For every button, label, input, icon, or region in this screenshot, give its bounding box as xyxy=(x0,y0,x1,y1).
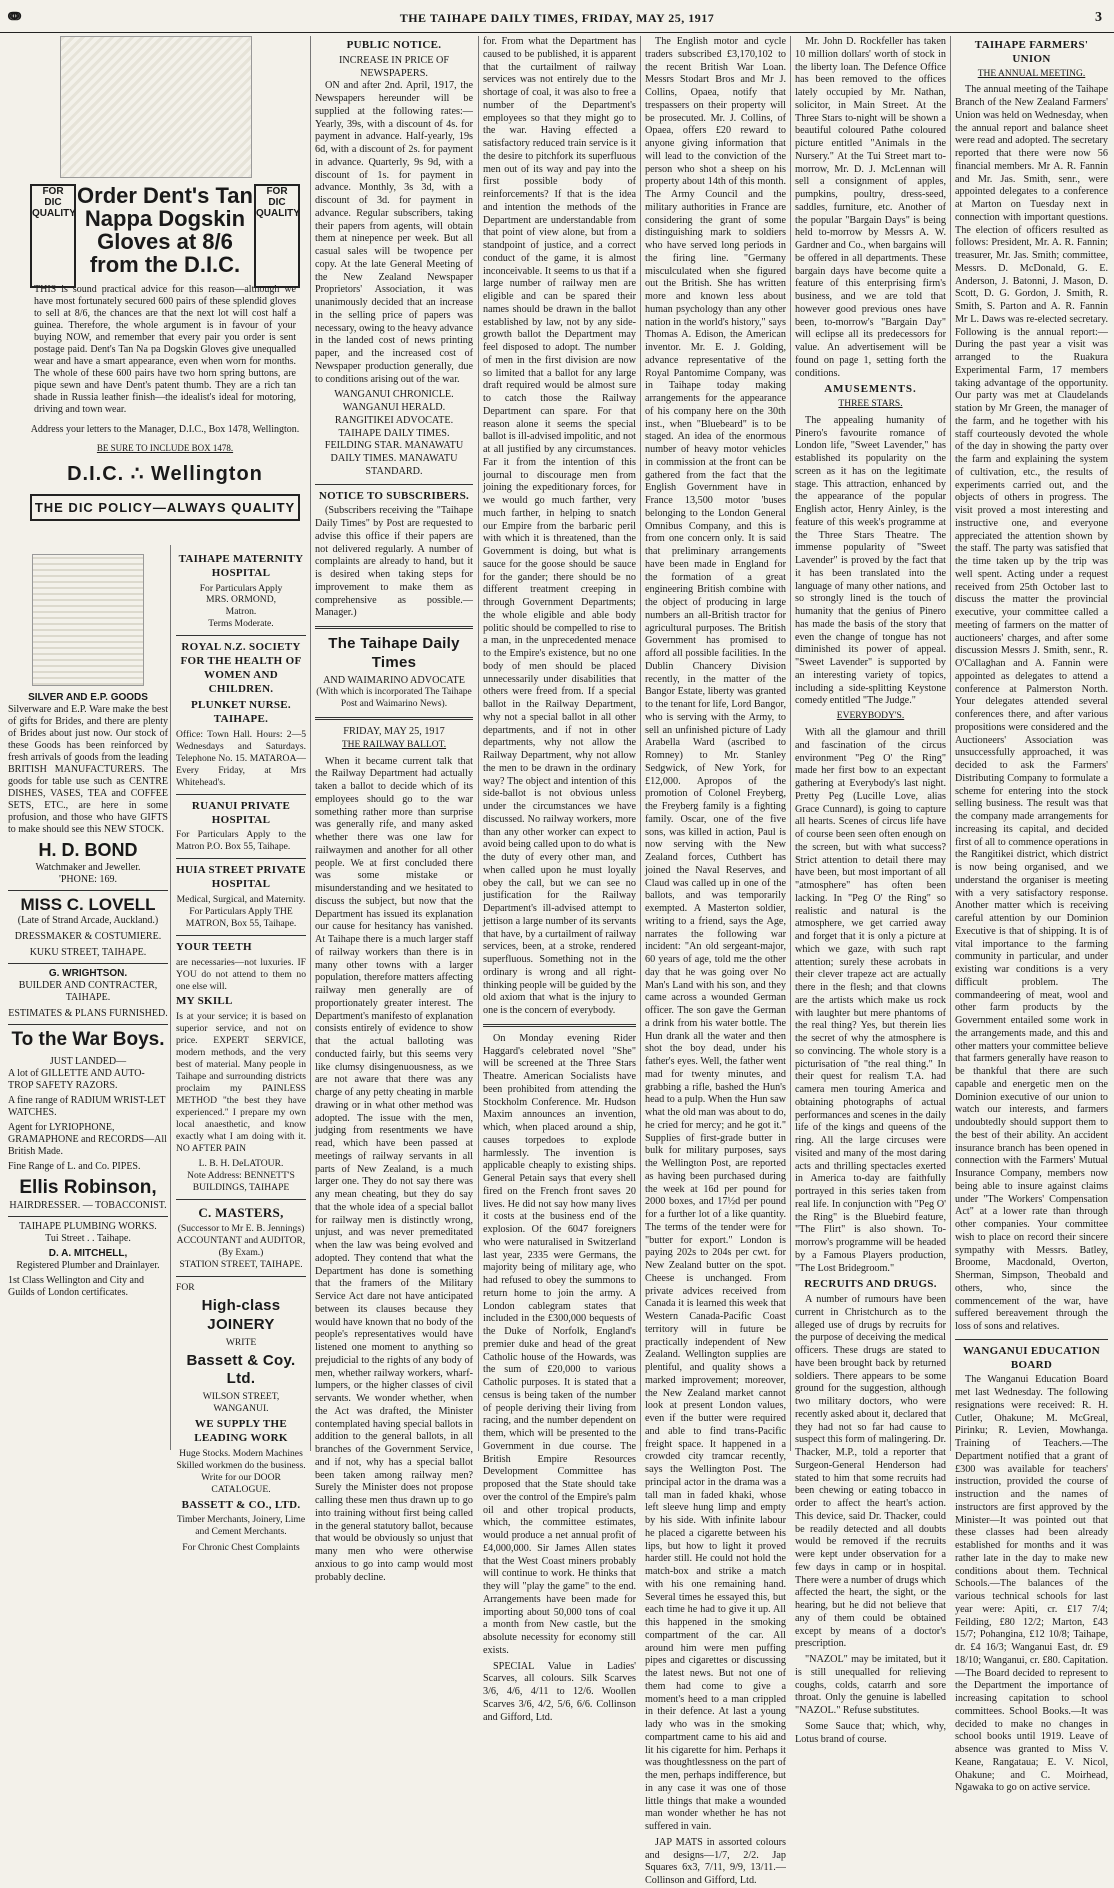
column-5 xyxy=(645,36,786,1886)
editorial-date: FRIDAY, MAY 25, 1917 xyxy=(343,726,445,737)
teeth-body: are necessaries—not luxuries. IF YOU do not attend to them no one else will. xyxy=(176,956,306,992)
ruanui-head: RUANUI PRIVATE HOSPITAL xyxy=(191,799,291,826)
page-number: 3 xyxy=(1095,10,1102,25)
masters-exam: (By Exam.) xyxy=(218,1247,264,1259)
joinery-firm-2: Timber Merchants, Joinery, Lime and Cement Merchants. xyxy=(176,1514,306,1538)
notice-head: PUBLIC NOTICE. xyxy=(346,39,442,51)
special-value-advert: SPECIAL Value in Ladies' Scarves, all colours. Silk Scarves 3/6, 4/6, 4/11 to 12/6. Woollen Scarves 3/6, 4/2, 5/6, 6/6. Collinson and Gifford, Ltd. xyxy=(483,1660,636,1723)
bond-name: H. D. BOND xyxy=(38,840,138,860)
farmers-union-head: TAIHAPE FARMERS' UNION xyxy=(974,39,1089,65)
dic-include-box: BE SURE TO INCLUDE BOX 1478. xyxy=(96,443,234,454)
masthead-title: THE TAIHAPE DAILY TIMES, FRIDAY, MAY 25, 1917 xyxy=(399,11,715,25)
column-rule xyxy=(640,36,641,1451)
dic-gloves-advert xyxy=(30,34,300,541)
education-board-body: The Wanganui Education Board met last Wednesday. The following resignations were received: R. H. Cutler, Ohakune; M. McGreal, Pirinku; R. Levien, Mowhanga. Training of Teachers.—The Department notified that a grant of £300 was available for teachers' instruction, provided the course of instruction and the names of instructors are first approved by the Minister—It was pointed out that these classes had been already established for months and it was rather late in the day to make new conditions about them. Technical Schools.—The balances of the various technical schools for last year were: Apiti, cr. £17 7/4; Feilding, £80 12/2; Marton, £43 15/7; Pohangina, £12 10/8; Taihape, dr. £4 16/3; Wanganui East, dr. £9 18/10; Wanganui, cr. £80. Capitation.—The Board decided to represent to the Department the importance of increasing capitation to school committees. School Books.—It was decided to make no changes in school books until 1919. Leave of absence was granted to Miss V. Keane, Rangataua; E. V. Nicol, Ohakune; and C. Moirhead, Ngawaka to go on active service. xyxy=(955,1374,1108,1794)
maternity-head: TAIHAPE MATERNITY HOSPITAL xyxy=(178,553,304,579)
huia-head: HUIA STREET PRIVATE HOSPITAL xyxy=(176,864,306,891)
illustration-lady-with-gloves xyxy=(60,36,252,178)
column-rule xyxy=(170,545,171,1450)
recruits-head: RECRUITS AND DRUGS. xyxy=(804,1278,937,1291)
joinery-supply: WE SUPPLY THE LEADING WORK xyxy=(194,1418,288,1444)
dic-signature: D.I.C. ∴ Wellington xyxy=(67,463,263,486)
wrightson-trade: BUILDER AND CONTRACTER, TAIHAPE. xyxy=(18,979,158,1003)
ruanui-body: For Particulars Apply to the Matron P.O. Box 55, Taihape. xyxy=(176,829,306,853)
three-stars-head: THREE STARS. xyxy=(838,399,903,409)
notice-sub: INCREASE IN PRICE OF NEWSPAPERS. xyxy=(338,54,450,79)
farmers-union-sub: THE ANNUAL MEETING. xyxy=(977,68,1086,79)
joinery-body: Huge Stocks. Modern Machines Skilled workmen do the business. Write for our DOOR CATALOGUE. xyxy=(176,1447,306,1495)
masters-sub: (Successor to Mr E. B. Jennings) xyxy=(177,1223,305,1235)
subscribers-head: NOTICE TO SUBSCRIBERS. xyxy=(318,489,470,502)
bond-role: Watchmaker and Jeweller. xyxy=(35,861,141,873)
wrightson-name: G. WRIGHTSON. xyxy=(48,967,128,979)
wrightson-estimates: ESTIMATES & PLANS FURNISHED. xyxy=(8,1007,168,1019)
news-briefs: On Monday evening Rider Haggard's celebrated novel "She" will be screened at the Three Stars Theatre. American Socialists have been prohibited from attending the Stockholm Conference. Mr. Hudson Maxim announces an invention, which, when placed around a ship, causes torpedoes to explode harmlessly. The invention is applicable cheaply to existing ships. General Petain says that every shell fired on the French front saves 20 lives. He did not say how many lives it costs at the business end of the explosion. Of the 6047 foreigners who were naturalised in Switzerland last year, 2335 were Germans, the majority being of military age, who had refused to obey the summons to return home to join the army. A London cablegram states that included in the £300,000 bequests of the Duke of Norfolk, England's premier duke and head of the great Catholic house of the Howards, was the sum of £20,000 to various Catholic purposes. It is stated that a census is being taken of the number of people deriving their living from racing, and the number dependent on them, which will be presented to the Government in due course. The British Empire Resources Development Committee has proposed that the State should take over the control of the Empire's palm oil and other tropical products, which, the committee estimates, would produce a net annual profit of £4,000,000. Sir James Allen states that the West Coast miners probably will continue to work. He thinks that they will "play the game" to the end. Arrangements have been made for importing about 50,000 tons of coal a month from New castle, but the absolute necessity for economy still exists. xyxy=(483,1032,636,1656)
bond-head: SILVER AND E.P. GOODS xyxy=(28,692,148,703)
column-6 xyxy=(795,36,946,1745)
plunket-head: ROYAL N.Z. SOCIETY FOR THE HEALTH OF WOMEN AND CHILDREN. xyxy=(180,641,302,695)
column-rule xyxy=(478,36,479,1451)
local-briefs: Mr. John D. Rockfeller has taken 10 million dollars' worth of stock in the liberty loan. The Defence Office has been removed to the offices lately occupied by Mr. Nathan, solicitor, in Main Street. At the Three Stars to-night will be shown a beautiful coloured Pathe coloured picture entitled "Animals in the Nursery." At the Tui Street mart to-morrow, Mr. D. J. McLennan will sell a consignment of apples, pumpkins, poultry, dress-seed, saddles, furniture, etc. Another of the popular "Bargain Days" is being held to-morrow by Messrs A. W. Gardner and Co., when bargains will be offered in all departments. These bargain days have become quite a feature of this enterprising firm's business, and we are told that however good previous ones have been, to-morrow's "Bargain Day" will eclipse all its predecessors for value. An advertisement will be found on page 1, setting forth the conditions. xyxy=(795,36,946,379)
recruits-body: A number of rumours have been current in Christchurch as to the alleged use of drugs by recruits for the purpose of deceiving the medical officers. These drugs are stated to have been brought back by returned soldiers. There appears to be some ground for the suggestion, although two military doctors, who were recently asked about it, declared that they had not so far had cause to suspect this form of malingering. Dr. Thacker, M.P., told a reporter that Surgeon-General Henderson had stated to him that some recruits had been chewing or eating tobacco in order to affect the heart's action. This device, said Dr. Thacker, could be readily detected and all doubts would be removed if the recruits were kept under observation for a few days in camp or in hospital. There were a number of drugs which affected the heart, the sight, or the hearing, but he did not believe that any of them could be obtained except by means of a doctor's prescription. xyxy=(795,1294,946,1650)
notice-body: ON and after 2nd. April, 1917, the Newspapers hereunder will be supplied at the following rates:— Yearly, 39s, with a discount of 4s. for payment in advance. Half-yearly, 19s 6d, with a discount of 2s. for payment in advance. Quarterly, 9s 9d, with a discount of 1s. for payment in advance. Monthly, 3s 3d, with a discount of 3d. for payment in advance. Regular subscribers, taking their papers from agents, will obtain them at ninepence per week. But all casual sales will be twopence per copy. At the late General Meeting of the New Zealand Newspaper Proprietors' Association, it was unanimously decided that an increase in the selling price of papers was necessary, owing to the heavy advance in the landed cost of news printing paper, and the increased cost of Newspaper production generally, due to conditions arising out of the war. xyxy=(315,80,473,385)
bond-phone: 'PHONE: 169. xyxy=(59,873,117,885)
joinery-for: FOR xyxy=(176,1282,195,1294)
farmers-union-body: The annual meeting of the Taihape Branch of the New Zealand Farmers' Union was held on Wednesday, when the annual report and balance sheet were read and adopted. The secretary reported that there were now 56 financial members. Mr A. R. Fannin and Mr. Jas. Smith, senr., were appointed delegates to a conference at Marton on Tuesday next in connection with important questions. The election of officers resulted as follows: President, Mr. A. R. Fannin; treasurer, Mr. Jas. Smith; committee, Messrs. D. McDonald, G. E. Anderson, J. Batonni, J. Mason, D. Scott, D. G. Gordon, J. Smith, R. Smith, S. Parton and A. R. Fannin Mr L. Daws was re-elected secretary. Following is the annual report:— During the past year a visit was arranged to the Ruakura Experimental Farm, 17 members taking advantage of the opportunity. Our party was met at Claudelands station by Mr Green, the manager of the farm, and he together with his staff courteously devoted the whole of the day in showing the party over the farm and explaining the system of cultivation, etc., the results of experiments carried out, and the objects of others in progress. The visit proved a most interesting and instructive one, and everyone appreciated the attention shown by the staff. The party was satisfied that the time taken up by the trip was well spent. Acting under a request received from 25th October last to discuss the matter the provincial executive, your committee called a meeting of farmers on the matter of auctioneers' charges, and after some discussion Messrs J. Smith, senr., R. O'Callaghan and A. Fannin were appointed as delegates to attend a conference at Palmerston North. Your delegates attended several conferences there, and after various propositions were considered and the Auctioneers' Association was unsuccessfully approached, it was decided to ask the Farmers' Distributing Company to formulate a scheme for entering into the stock selling business. The result was that the company made arrangements for increasing its capital, and decided first of all to commence operations in the Rangitikei district, which district is now being organised, and we understand the organiser is meeting with a very satisfactory response. Another matter which is receiving careful attention by our Dominion Executive is that of shipping. It is of vital importance to the farming community in particular, and under existing war conditions is a very difficult problem. The commandeering of meat, wool and other farm products by the Government entailed some work in the arrangements made, and this and other matters your committee believe that farmers generally have reason to be thankful that there are such capable and energetic men on the Dominion executive of our union to watch our interests, and farmers undoubtedly should support them to the best of their ability. An accident insurance branch has been opened in connection with the Farmers' Mutual Insurance Company, members now being able to insure against claims under "The Workers' Compensation Act" at a lower rate than through other companies. Your committee wish to place on record their sincere sympathy with Messrs. Batley, Broome, Macdonald, Overton, Sherman, Simpson, Theobald and others, who, since the commencement of the war, have suffered bereavement through the loss of sons and relatives. xyxy=(955,84,1108,1333)
warboys-line-2: A fine range of RADIUM WRIST-LET WATCHES. xyxy=(8,1094,166,1118)
everybodys-body: With all the glamour and thrill and fascination of the circus environment "Peg O' the Ring" made her first bow to an expectant gathering at Everybody's last night. Pretty Peg (Lucille Love, alias Grace Cunnard), is going to capture all hearts. Scenes of circus life have of course been seen often enough on the screen, but with what success? Strict attention to detail there may have been, but most important of all "atmosphere" has often been lacking. In "Peg O' the Ring" so realistic and natural is the atmosphere, we get carried away and forget that it is only a picture at which we gaze, with such rapt attention; surely these acrobats in their clever trapeze act are actually there in the flesh; and that clowns are the artists which make us rock with laughter but mere phantoms of the real thing? Yes, but therein lies the secret of why the atmosphere is so convincing. The whole story is a picturisation of "the real thing." In their quest for realism T.A. had camera men touring America and obtaining photographs of actual performances and scenes in the daily life of the kings and queens of the ring. All the large circuses were visited and many of the most daring acts and thrilling spectacles exerted in America to-day are faithfully portrayed in this series taken from real life. In conjunction with "Peg O' the Ring" is the Bluebird feature, "The Flirt" is also shown. To-morrow's programme will be headed by a Famous Players production, "The Lost Bridegroom." xyxy=(795,727,946,1274)
plunket-body: Office: Town Hall. Hours: 2—5 Wednesdays and Saturdays. Telephone No. 15. MATAROA—Every Friday, at Mrs Whitehead's. xyxy=(176,728,306,788)
lovell-address: KUKU STREET, TAIHAPE. xyxy=(29,946,147,958)
papers-list: WANGANUI CHRONICLE. WANGANUI HERALD. RANGITIKEI ADVOCATE. TAIHAPE DAILY TIMES. FEILDING STAR. MANAWATU DAILY TIMES. MANAWATU STANDARD. xyxy=(324,389,464,477)
amusements-head: AMUSEMENTS. xyxy=(824,383,917,396)
skill-name: L. B. H. DeLATOUR. xyxy=(198,1158,284,1170)
bond-body: Silverware and E.P. Ware make the best of gifts for Brides, and there are plenty of Brides about just now. Our stock of these Goods has been reinforced by fresh arrivals of goods from the leading BRITISH MANUFACTURERS. The goods for table use such as CENTRE DISHES, VASES, TEA and COFFEE SETS, ETC., are here in some profusion, and those who have GIFTS to make should see this NEW STOCK. xyxy=(8,704,168,835)
joinery-name: Bassett & Coy. Ltd. xyxy=(186,1351,296,1388)
glove-badge-right-icon: FOR DIC QUALITY xyxy=(254,184,300,288)
column-rule xyxy=(310,36,311,1451)
three-stars-body: The appealing humanity of Pinero's favourite romance of London life, "Sweet Lavender," has established its popularity on the screen as it has on the legitimate stage. This attraction, enhanced by the appearance of the popular English actor, Henry Ainley, is the feature of this week's programme at the Three Stars Theatre. The immense popularity of "Sweet Lavender" is proved by the fact that it has been translated into the language of many other nations, and so strongly lined is the touch of humanity that the genius of Pinero has made the basis of the story that even the change of tongue has not diminished its power of appeal. "Sweet Lavender" is supported by an interesting variety of topics, including a side-splitting Keystone comedy entitled "The Judge." xyxy=(795,414,946,707)
joinery-write: WRITE xyxy=(225,1336,257,1348)
everybodys-head: EVERYBODY'S. xyxy=(836,711,905,722)
skill-address: Note Address: BENNETT'S BUILDINGS, TAIHAPE xyxy=(187,1170,295,1194)
teeth-head: YOUR TEETH xyxy=(176,940,252,953)
warboys-head: To the War Boys. xyxy=(11,1028,165,1050)
dic-quality-band: THE DIC POLICY—ALWAYS QUALITY xyxy=(30,494,300,521)
urn-illustration xyxy=(32,554,144,686)
warboys-line-4: Fine Range of L. and Co. PIPES. xyxy=(8,1160,141,1172)
column-rule xyxy=(790,36,791,1451)
paper-note: (With which is incorporated The Taihape Post and Waimarino News). xyxy=(316,687,472,710)
plumbing-name: D. A. MITCHELL, xyxy=(48,1247,128,1259)
news-briefs-2: The English motor and cycle traders subscribed £3,170,102 to the recent British War Loan. Messrs Stodart Bros and Mr J. Collins, Opaea, notify that trespassers on their property will be prosecuted. Mr. J. Collins, of Opaea, offers £20 reward to anyone giving information that will lead to the conviction of the person who shot a sheep on his property about 14th of this month. The Army Council and the military authorities in France are considering the grant of some distinguishing mark to soldiers who have served long periods in the firing line. "Germany misculculated when she figured out the British. She has written more and known less about human psychology than any other nation in the world's history," says Thomas A. Edison, the American inventor. Mr. E. J. Golding, advance representative of the Royal Pantomime Company, was in Taihape today making arrangements for the appearance of his company here on the 30th inst., when "Bluebeard" is to be staged. An idea of the enormous number of heavy motor vehicles in commission at the front can be gathered from the fact that the English Government have in France 13,500 motor 'buses belonging to the London General Omnibus Company, and this is from one concern only. It is said that preliminary arrangements have been made in England for the formation of a great engineering British combine with the object of producing in large numbers an all-British tractor for agricultural purposes. The British Government has promised to afford all possible facilities. In the Dublin Chancery Division recently, in the matter of the Bangor Estate, liberty was granted to the tenant for life, Lord Bangor, who is serving with the Army, to sell an unfinished picture of Lady Arabella Ward (ascribed to Romney) to Mr. Stanley Sedgwick, of New York, for £12,000. Apropos of the promotion of Colonel Freyberg, the Freyberg family is a fighting family. Oscar, one of the five sons, was killed in action, Paul is now serving with the New Zealand forces, Cuthbert has joined the Naval Reserves, and Claud was called up in one of the ballots, and was temporarily exempted. A Masterton soldier, writing to a friend, says the Age, narrates the following war incident: "An old sergeant-major, 60 years of age, told me the other day that he was going over No Man's Land with his son, and they came across a wounded German officer. The son gave the German a drink from his water bottle. The Hun drank all the water and then shot the boy dead, under his father's eyes. Well, the father went mad for twenty minutes, and grabbing a rifle, bashed the Hun's head to a pulp. When the Hun saw what the old man was about to do, he cried for mercy; and he got it." Supplies of first-grade butter in bulk for military purposes, says the Wellington Post, are reported as having been purchased during the week at 16d per pound for 2000 boxes, and 17½d per pound for a further lot of a like quantity. The terms of the tender were for "butter for export." London is paying 202s to 204s per cwt. for New Zealand butter on the spot. Cheese is unchanged. From private advices received from Canada it is learned this week that Western Canada-Pacific Coast territory will in future be practically independent of New Zealand. Wellington supplies are plentiful, and quality shows a marked improvement; moreover, the New Zealand market cannot look at present London values, even if the butter were required and able to find trans-Pacific freight space. It happened in a crowded city tramcar recently, says the Wellington Post. The principal actor in the drama was a tall man in faded khaki, whose left sleeve hung limp and empty by his side. With infinite labour he placed a cigarette between his lips, but how to light it proved harder still. He could not hold the match-box and strike a match with his one remaining hand. Several times he essayed this, but each time he had to give it up. All this happened in the smoking compartment of the car. All around him were men puffing pipes and cigarettes or discussing the latest news. But not one of them had come to give a moment's heed to a man crippled in their defence. At last a young lady who was in the smoking compartment came to his aid and lit his cigarette for him. Perhaps it was thoughtlessness on the part of the men, perhaps indifference, but in any case it was one of those little things that make a wounded man wonder whether he has not suffered in vain. xyxy=(645,36,786,1832)
maternity-line: MRS. ORMOND, xyxy=(205,594,277,606)
maternity-line: For Particulars Apply xyxy=(199,582,283,594)
sauce-advert: Some Sauce that; which, why, Lotus brand of course. xyxy=(795,1720,946,1745)
joinery-bottom: For Chronic Chest Complaints xyxy=(182,1542,300,1554)
maternity-line: Terms Moderate. xyxy=(208,618,274,630)
plumbing-head: TAIHAPE PLUMBING WORKS. xyxy=(19,1220,157,1232)
masters-address: STATION STREET, TAIHAPE. xyxy=(179,1259,303,1271)
plumbing-role: Registered Plumber and Drainlayer. xyxy=(16,1259,160,1271)
skill-head: MY SKILL xyxy=(176,995,233,1008)
ballot-continued: for. From what the Department has caused to be published, it is apparent that the curtailment of railway services was not entirely due to the shortage of coal, it was also to free a number of the Department's employees so that they might go to the war. Having effected a satisfactory reduced train service is it the desire to pitchfork its superfluous men out of its way and pay into the first possible body of reinforcements? If that is the idea and intention the methods of the Department are understandable from that point of view alone, but from a standpoint of justice, and a correct conduct of the game, it is almost inconceivable. It seems to us that if a large number of railway men are eligible and can be spared their names should be drawn in the ballot established by law, not by any side-growth ballot the Department may feel disposed to adopt. The number of men in the first division are now so limited that a ballot for any large draft required would be almost sure to catch those the Railway Department can spare. For that reason alone it seems the special ballot is ill-advised impolitic, and not at all justified by any circumstances. Far it from the intention of this journal to discourage men from joining the expeditionary forces, for we would go much farther, very much farther, in helping to snatch our Empire from the barbaric peril with which it is threatened, than the Government is doing, but what is sauce for the goose should be sauce for the gander; there should be no different treatment creeping in through Government Departments; the whole eligible and able body politic should be compelled to rise to a man, in the unprecedented menace to the Empire's existence, but no one body of men should be placed unnecessarily under disabilities that others were freed from. If a special ballot in the Railway Department, why not a special ballot in all other departments, and if not in other departments, why not allow the Railway Department, why not allow the men to be drawn in the ordinary way? The object and intention of this side-ballot is not obvious unless under the circumstances we have discussed. No railway workers, more than any other worker can expect to avoid being called upon to do what is the duty of every other man, and when called upon he must loyally obey the call, but we can see no justification for the Railway Department's ill-advised attempt to jettison a large number of its servants that have, by a curtailment of railway services, been, at a stroke, rendered superfluous. Something not in the ordinary is wrong and all right-thinking people will be guided by the old axiom that what is the injury to one is the concern of everybody. xyxy=(483,36,636,1016)
warboys-line-1: A lot of GILLETTE AND AUTO-TROP SAFETY RAZORS. xyxy=(8,1067,145,1091)
dic-manager: Address your letters to the Manager, D.I.C., Box 1478, Wellington. xyxy=(30,424,300,436)
skill-body: Is at your service; it is based on superior service, and not on price. EXPERT SERVICE, modern methods, and the very best of material. Many people in Taihape and surrounding districts proclaim my PAINLESS METHOD "the best they have experienced." I prepare my own local anaesthetic, and know exactly what I am doing with it. NO AFTER PAIN xyxy=(176,1011,306,1155)
column-3 xyxy=(315,36,473,1583)
lovell-name: MISS C. LOVELL xyxy=(20,894,156,914)
dic-body: THIS is sound practical advice for this reason—although we have most fortunately secured 600 pairs of these splendid gloves to sell at 8/6, the chances are that the next lot will cost half a guinea. Therefore, the whole argument is in favour of your buying NOW, and remember that every pair you order is sent postage paid. Dent's Tan Na pa Dogskin Gloves give unequalled wear and have a smart appearance, even when worn for months. The whole of these 600 pairs have two horn spring buttons, are pique sewn and have Dent's patent thumb. They are a rich tan shade in Russia leather finish—the idealist's ideal for motoring, driving and town wear. xyxy=(34,284,296,416)
warboys-name: Ellis Robinson, xyxy=(19,1176,157,1198)
masters-role: ACCOUNTANT and AUDITOR, xyxy=(176,1235,306,1247)
joinery-address: WILSON STREET, WANGANUI. xyxy=(202,1391,280,1415)
subscribers-body: (Subscribers receiving the "Taihape Daily Times" by Post are requested to advise this office if their papers are not delivered regularly. A number of complaints are already to hand, but it is desired when taking steps for improvement to make them as comprehensive as possible.—Manager.) xyxy=(315,505,473,619)
joinery-head: High-class JOINERY xyxy=(201,1297,281,1333)
maternity-line: Matron. xyxy=(225,606,257,618)
masters-name: C. MASTERS, xyxy=(198,1205,284,1220)
glove-badge-left-icon: FOR DIC QUALITY xyxy=(30,184,76,288)
paper-sub: AND WAIMARINO ADVOCATE xyxy=(323,674,465,686)
column-7 xyxy=(955,36,1108,1794)
jap-mats-advert: JAP MATS in assorted colours and designs—1/7, 2/2. Jap Squares 6x3, 7/11, 9/9, 13/11.—Collinson and Gifford, Ltd. xyxy=(645,1836,786,1886)
ballot-head: THE RAILWAY BALLOT. xyxy=(341,739,447,750)
paper-name: The Taihape Daily Times xyxy=(328,635,460,671)
joinery-firm: BASSETT & CO., LTD. xyxy=(181,1498,301,1511)
warboys-line-3: Agent for LYRIOPHONE, GRAMAPHONE and RECORDS—All British Made. xyxy=(8,1121,167,1157)
nazol-advert: "NAZOL" may be imitated, but it is still unequalled for relieving coughs, colds, catarrh and sore throat. Only the genuine is labelled "NAZOL." Refuse substitutes. xyxy=(795,1654,946,1716)
masthead xyxy=(0,4,1114,33)
warboys-landed: JUST LANDED— xyxy=(49,1055,127,1067)
huia-body: For Particulars Apply THE MATRON, Box 55, Taihape. xyxy=(185,905,297,929)
masthead-mark: ↈ xyxy=(8,9,22,23)
column-4 xyxy=(483,36,636,1723)
huia-sub: Medical, Surgical, and Maternity. xyxy=(176,893,306,905)
dic-headline: Order Dent's Tan Nappa Dogskin Gloves at 8/6 from the D.I.C. xyxy=(77,183,253,278)
plumbing-line: 1st Class Wellington and City and Guilds of London certificates. xyxy=(8,1274,144,1298)
lovell-trade: DRESSMAKER & COSTUMIERE. xyxy=(14,930,162,942)
education-board-head: WANGANUI EDUCATION BOARD xyxy=(963,1344,1100,1371)
plunket-sub: PLUNKET NURSE. TAIHAPE. xyxy=(191,699,291,726)
warboys-trade: HAIRDRESSER. — TOBACCONIST. xyxy=(9,1199,167,1211)
left-adverts xyxy=(8,548,168,1448)
column-rule xyxy=(950,36,951,1451)
ballot-body: When it became current talk that the Railway Department had actually taken a ballot to decide which of its employees should go to the war something rather more than surprise was generally rife, and many asked whether there was one law for railwaymen and another for all other people. We at first concluded there was some mistake or misunderstanding and we hesitated to discuss the subject, but now that the Department has issued its explanation our cause for hesitancy has vanished. At Taihape there is a much larger staff of railway workers than there is in many other towns with a larger population, therefore matters affecting railway men generally are of proportionately greater interest. The Department's manifesto of explanation consists entirely of evidence to show that the actual balloting was conducted fairly, but this seems very like clumsy disingenuousness, as we are not aware that there was any charge of any petty cheating in marble drawing or in what other method was adopted. The issue with the men, judging from resentments we have read, which have been passed at meetings of railway servants in all parts of New Zealand, is a much larger one. They do not say there was any mean cheating, but they do say that the whole idea of a special ballot for railway men is distinctly wrong, unjust, and was never premeditated when the law was being evolved and adopted. They contend that what the Department has done is something that the framers of the Military Service Act dare not have anticipated between its clauses because they would have known that no body of the people's representatives would have listened one moment to anything so prejudicial to the rights of any body of men, whether railway workers, wharf-lumpers, or the higher classes of civil servants. We wonder whether, when the Act was drafted, the Minister contemplated having special ballots in addition to the general ballots, in all branches of the Government Service, and if not, why has a special ballot been taken among railway men? Surely the Minister does not propose calling these men thus drawn up to go into training without first being called in the general statutory ballot, because that would be obviously so unjust that many men who were otherwise anxious to go into camp would most probably decline. xyxy=(315,755,473,1583)
column-2-notices xyxy=(176,550,306,1554)
lovell-sub: (Late of Strand Arcade, Auckland.) xyxy=(17,914,159,926)
plumbing-sub: Tui Street . . Taihape. xyxy=(45,1232,131,1244)
